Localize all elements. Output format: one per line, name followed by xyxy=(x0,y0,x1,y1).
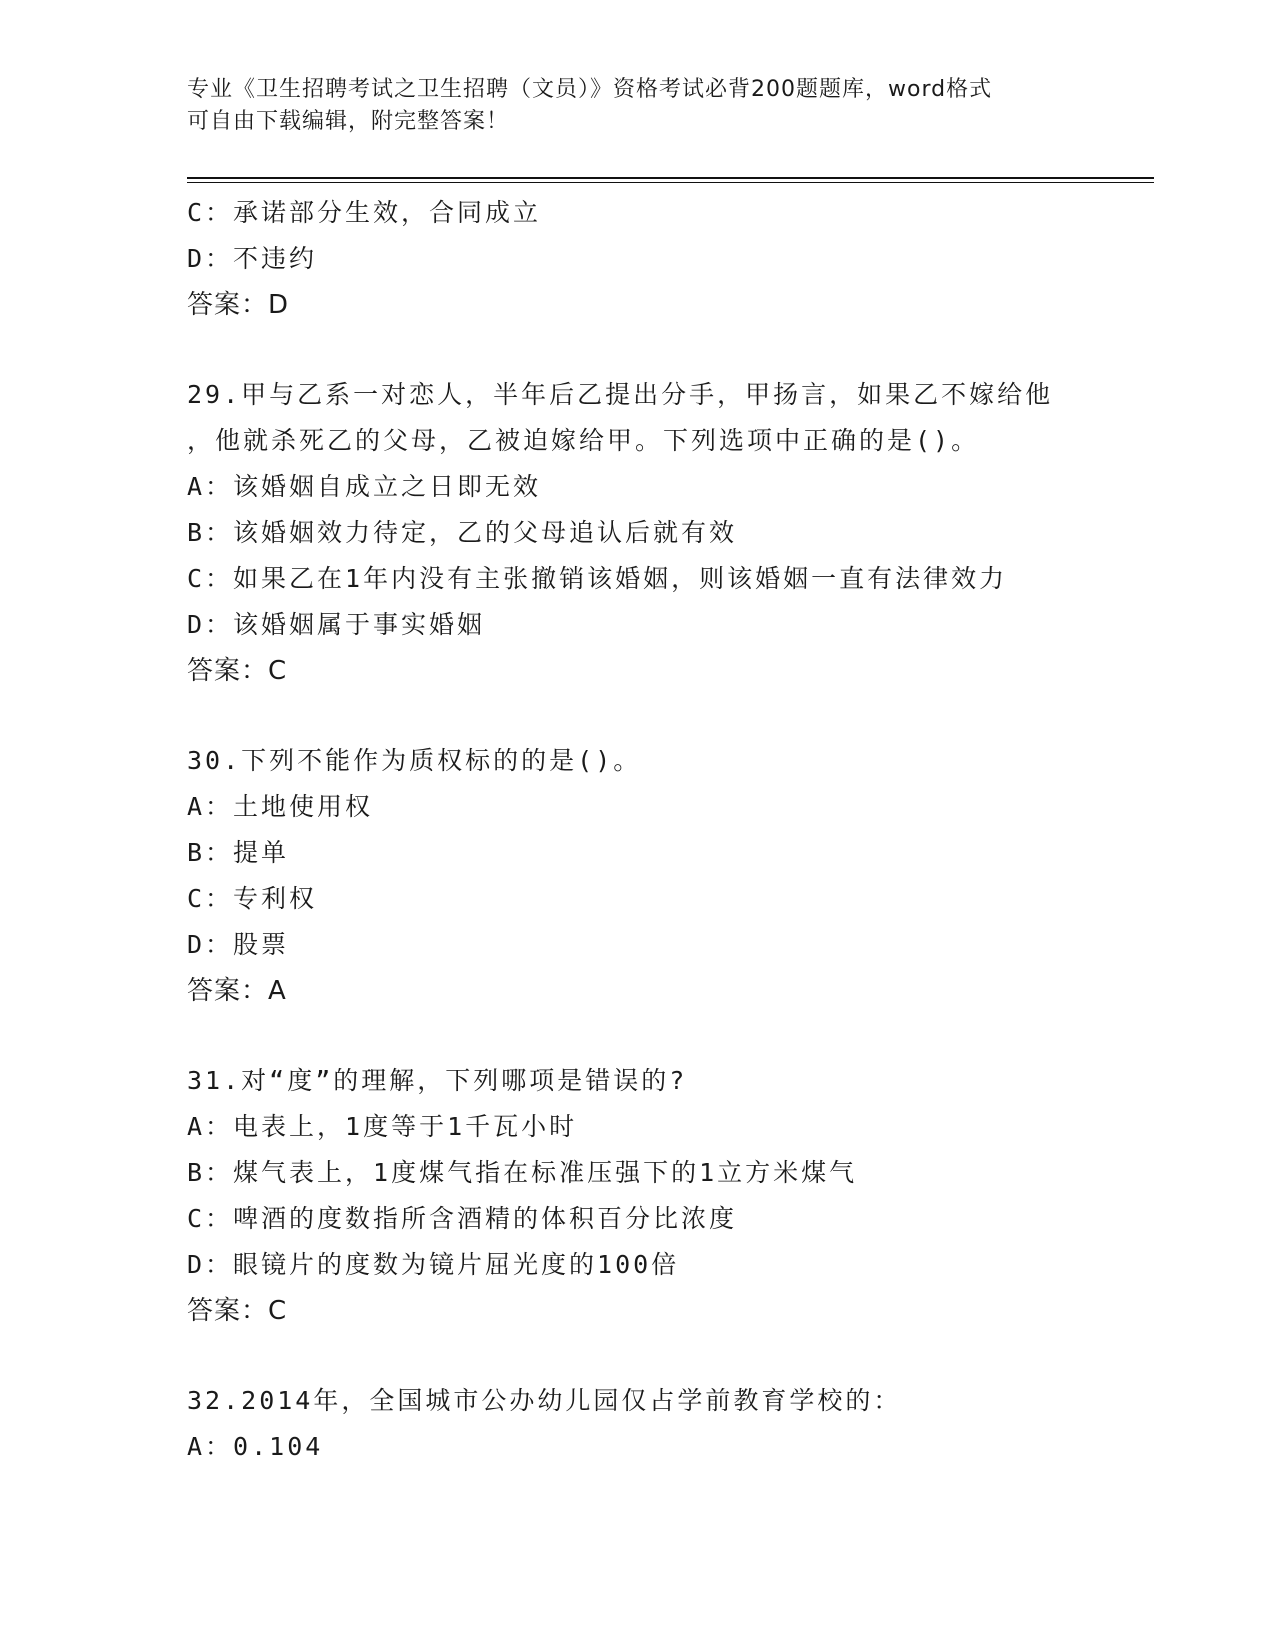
question-block-29 xyxy=(187,372,1167,694)
question-block-30 xyxy=(187,738,1167,1014)
question-block-31 xyxy=(187,1058,1167,1334)
option-c: C：专利权 xyxy=(187,884,318,913)
header-divider-thick xyxy=(187,177,1154,179)
option-d: D：股票 xyxy=(187,930,290,959)
answer-line: 答案：A xyxy=(187,976,287,1006)
question-stem-line-1: 32.2014年，全国城市公办幼儿园仅占学前教育学校的： xyxy=(187,1386,902,1415)
option-d: D：不违约 xyxy=(187,244,318,273)
question-block-32 xyxy=(187,1378,1167,1470)
answer-line: 答案：C xyxy=(187,656,288,686)
option-c: C：如果乙在1年内没有主张撤销该婚姻，则该婚姻一直有法律效力 xyxy=(187,564,1008,593)
header-title-line-2: 可自由下载编辑，附完整答案！ xyxy=(187,109,510,134)
option-b: B：该婚姻效力待定，乙的父母追认后就有效 xyxy=(187,518,738,547)
answer-line: 答案：C xyxy=(187,1296,288,1326)
header-divider-thin xyxy=(187,182,1154,183)
option-c: C：承诺部分生效，合同成立 xyxy=(187,198,542,227)
option-b: B：提单 xyxy=(187,838,290,867)
option-a: A：土地使用权 xyxy=(187,792,374,821)
option-a: A：电表上，1度等于1千瓦小时 xyxy=(187,1112,578,1141)
option-d: D：眼镜片的度数为镜片屈光度的100倍 xyxy=(187,1250,680,1279)
option-a: A：该婚姻自成立之日即无效 xyxy=(187,472,542,501)
spacer xyxy=(187,328,1167,372)
spacer xyxy=(187,1334,1167,1378)
question-block-28-continuation xyxy=(187,190,1167,328)
question-stem-line-2: ，他就杀死乙的父母，乙被迫嫁给甲。下列选项中正确的是()。 xyxy=(187,426,980,455)
document-body xyxy=(187,190,1167,1470)
document-header xyxy=(187,74,1087,138)
option-b: B：煤气表上，1度煤气指在标准压强下的1立方米煤气 xyxy=(187,1158,858,1187)
question-stem-line-1: 29.甲与乙系一对恋人，半年后乙提出分手，甲扬言，如果乙不嫁给他 xyxy=(187,380,1054,409)
question-stem-line-1: 31.对“度”的理解，下列哪项是错误的? xyxy=(187,1066,688,1095)
spacer xyxy=(187,1014,1167,1058)
header-title-line-1: 专业《卫生招聘考试之卫生招聘（文员）》资格考试必背200题题库，word格式 xyxy=(187,77,993,102)
question-stem-line-1: 30.下列不能作为质权标的的是()。 xyxy=(187,746,642,775)
spacer xyxy=(187,694,1167,738)
option-d: D：该婚姻属于事实婚姻 xyxy=(187,610,486,639)
option-c: C：啤酒的度数指所含酒精的体积百分比浓度 xyxy=(187,1204,738,1233)
option-a: A：0.104 xyxy=(187,1432,324,1461)
answer-line: 答案：D xyxy=(187,290,290,320)
